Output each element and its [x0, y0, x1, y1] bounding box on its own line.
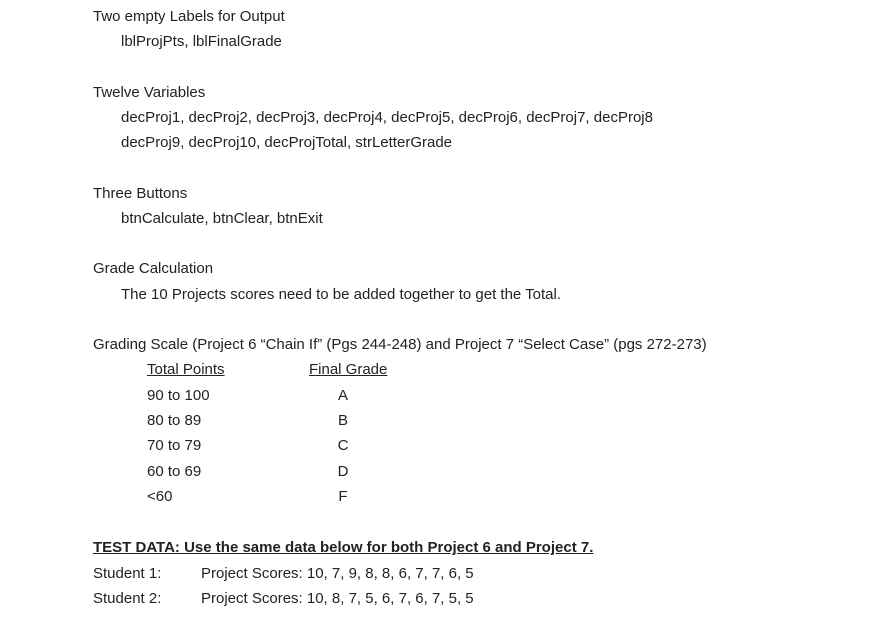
labels-list: lblProjPts, lblFinalGrade [121, 33, 282, 50]
letter-grade: C [337, 437, 349, 454]
grading-scale-heading: Grading Scale (Project 6 “Chain If” (Pgs 244-248) and Project 7 “Select Case” (pgs 272-273) [93, 336, 707, 353]
final-grade-header: Final Grade [309, 361, 388, 378]
variables-heading: Twelve Variables [93, 84, 206, 101]
points-range: 60 to 69 [147, 463, 202, 480]
variables-line-1: decProj1, decProj2, decProj3, decProj4, decProj5, decProj6, decProj7, decProj8 [121, 109, 653, 126]
student-scores: Project Scores: 10, 8, 7, 5, 6, 7, 6, 7, 5, 5 [201, 590, 474, 607]
test-data-heading: TEST DATA: Use the same data below for both Project 6 and Project 7. [93, 539, 594, 556]
student-scores: Project Scores: 10, 7, 9, 8, 8, 6, 7, 7, 6, 5 [201, 565, 474, 582]
buttons-heading: Three Buttons [93, 185, 188, 202]
letter-grade: A [337, 387, 348, 404]
points-range: 70 to 79 [147, 437, 202, 454]
labels-heading: Two empty Labels for Output [93, 8, 285, 25]
buttons-list: btnCalculate, btnClear, btnExit [121, 210, 323, 227]
points-range: 90 to 100 [147, 387, 210, 404]
letter-grade: F [338, 488, 348, 505]
calculation-heading: Grade Calculation [93, 260, 214, 277]
points-range: 80 to 89 [147, 412, 202, 429]
student-label: Student 2: [93, 590, 162, 607]
total-points-header: Total Points [147, 361, 225, 378]
points-range: <60 [147, 488, 173, 505]
variables-line-2: decProj9, decProj10, decProjTotal, strLetterGrade [121, 134, 453, 151]
student-label: Student 1: [93, 565, 162, 582]
calculation-text: The 10 Projects scores need to be added together to get the Total. [121, 286, 562, 303]
letter-grade: B [337, 412, 348, 429]
letter-grade: D [337, 463, 349, 480]
